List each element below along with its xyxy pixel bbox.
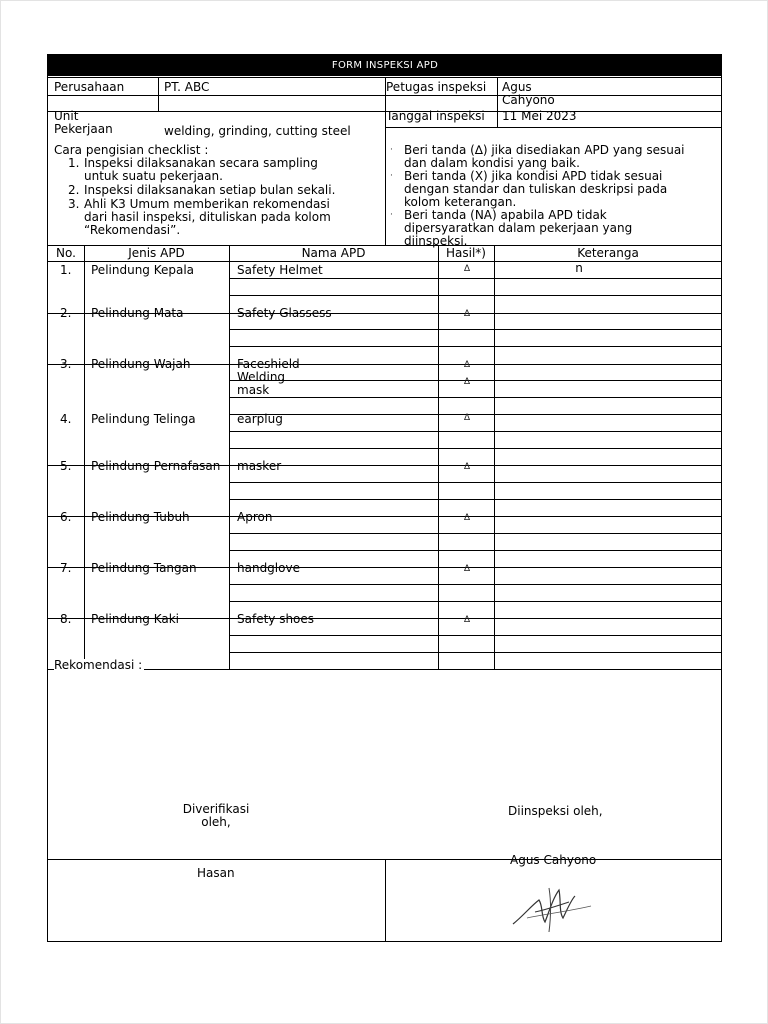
instructions-list bbox=[54, 157, 354, 238]
row-no: 3. bbox=[60, 357, 72, 371]
inspector-name: Agus Cahyono bbox=[510, 853, 597, 867]
mark-item: · Beri tanda (X) jika kondisi APD tidak sesuai dengan standar dan tuliskan deskripsi pada kolom keterangan. bbox=[390, 169, 668, 209]
row-line bbox=[229, 550, 722, 551]
row-no: 4. bbox=[60, 412, 72, 426]
row-line bbox=[229, 346, 722, 347]
row-no: 5. bbox=[60, 459, 72, 473]
col-header-hasil: Hasil*) bbox=[446, 246, 486, 260]
result-mark: ∆ bbox=[463, 377, 471, 387]
row-nama: Faceshield bbox=[237, 357, 300, 371]
result-mark: ∆ bbox=[463, 513, 471, 523]
row-line bbox=[229, 431, 722, 432]
row-line bbox=[229, 414, 722, 415]
row-no: 8. bbox=[60, 612, 72, 626]
company-value: PT. ABC bbox=[164, 80, 210, 94]
result-mark: ∆ bbox=[463, 413, 471, 423]
instruction-item: 2. Inspeksi dilaksanakan setiap bulan sekali. bbox=[68, 183, 336, 197]
row-line bbox=[229, 652, 722, 653]
table-col-line bbox=[84, 245, 85, 669]
row-line bbox=[229, 482, 722, 483]
signature-column-divider bbox=[385, 859, 386, 941]
recommendation-label: Rekomendasi : bbox=[54, 658, 143, 672]
header-divider bbox=[497, 77, 498, 127]
marks-list bbox=[386, 144, 696, 248]
row-line bbox=[229, 584, 722, 585]
row-nama: Apron bbox=[237, 510, 273, 524]
row-jenis: Pelindung Kepala bbox=[91, 263, 195, 277]
result-mark: ∆ bbox=[463, 309, 471, 319]
verifier-name: Hasan bbox=[197, 866, 235, 880]
col-header-no: No. bbox=[56, 246, 76, 260]
result-mark: ∆ bbox=[463, 564, 471, 574]
col-header-nama: Nama APD bbox=[301, 246, 366, 260]
row-no: 7. bbox=[60, 561, 72, 575]
row-no: 6. bbox=[60, 510, 72, 524]
result-mark: ∆ bbox=[463, 360, 471, 370]
date-value: 11 Mei 2023 bbox=[502, 109, 577, 123]
verified-label: Diverifikasi oleh, bbox=[182, 802, 250, 829]
instructions-heading: Cara pengisian checklist : bbox=[54, 143, 209, 157]
result-mark: ∆ bbox=[463, 462, 471, 472]
row-line bbox=[229, 533, 722, 534]
outer-border-bottom bbox=[47, 941, 722, 942]
company-label: Perusahaan bbox=[54, 80, 125, 94]
row-line bbox=[229, 295, 722, 296]
result-mark: ∆ bbox=[463, 264, 471, 274]
row-line bbox=[229, 278, 722, 279]
header-divider bbox=[158, 77, 159, 111]
mark-item: · Beri tanda (∆) jika disediakan APD yang sesuai dan dalam kondisi yang baik. bbox=[390, 143, 685, 170]
result-mark: ∆ bbox=[463, 615, 471, 625]
col-header-keterangan: Keteranga bbox=[577, 246, 639, 260]
unit-value: welding, grinding, cutting steel bbox=[164, 124, 351, 138]
unit-label: Unit Pekerjaan bbox=[54, 109, 113, 136]
row-jenis: Pelindung Tubuh bbox=[91, 510, 190, 524]
table-col-line bbox=[229, 245, 230, 669]
row-nama: handglove bbox=[237, 561, 300, 575]
table-col-line bbox=[494, 245, 495, 669]
row-nama: Safety Glassess bbox=[237, 306, 332, 320]
row-nama: Safety Helmet bbox=[237, 263, 323, 277]
inspector-signature bbox=[505, 876, 595, 938]
form-title: FORM INSPEKSI APD bbox=[48, 54, 722, 76]
header-line bbox=[385, 127, 722, 128]
row-nama: masker bbox=[237, 459, 282, 473]
outer-border-right bbox=[721, 54, 722, 942]
row-no: 2. bbox=[60, 306, 72, 320]
date-label: Tanggal inspeksi bbox=[386, 109, 485, 123]
row-no: 1. bbox=[60, 263, 72, 277]
table-col-line bbox=[438, 245, 439, 669]
col-header-keterangan-wrap: n bbox=[575, 261, 583, 275]
row-jenis: Pelindung Wajah bbox=[91, 357, 191, 371]
row-jenis: Pelindung Mata bbox=[91, 306, 184, 320]
row-line bbox=[229, 397, 722, 398]
row-line bbox=[229, 601, 722, 602]
instruction-item: 1. Inspeksi dilaksanakan secara sampling untuk suatu pekerjaan. bbox=[68, 156, 318, 183]
row-jenis: Pelindung Kaki bbox=[91, 612, 180, 626]
row-line bbox=[229, 635, 722, 636]
row-nama-2: Welding mask bbox=[237, 370, 286, 397]
row-line bbox=[229, 329, 722, 330]
outer-border-left bbox=[47, 54, 48, 942]
row-nama: Safety shoes bbox=[237, 612, 315, 626]
mark-item: · Beri tanda (NA) apabila APD tidak dipersyaratkan dalam pekerjaan yang diinspeksi. bbox=[390, 208, 633, 248]
row-jenis: Pelindung Tangan bbox=[91, 561, 197, 575]
inspector-label: Petugas inspeksi bbox=[386, 80, 487, 94]
instruction-item: 3. Ahli K3 Umum memberikan rekomendasi dari hasil inspeksi, dituliskan pada kolom “Rekomendasi”. bbox=[68, 197, 331, 237]
inspector-value: Agus Cahyono bbox=[502, 80, 555, 107]
row-jenis: Pelindung Telinga bbox=[91, 412, 196, 426]
row-jenis: Pelindung Pernafasan bbox=[91, 459, 221, 473]
row-line bbox=[229, 499, 722, 500]
row-line bbox=[229, 448, 722, 449]
row-line bbox=[229, 380, 722, 381]
col-header-jenis: Jenis APD bbox=[128, 246, 185, 260]
inspected-label: Diinspeksi oleh, bbox=[508, 804, 603, 818]
row-nama: earplug bbox=[237, 412, 283, 426]
table-bottom-line bbox=[48, 669, 722, 670]
